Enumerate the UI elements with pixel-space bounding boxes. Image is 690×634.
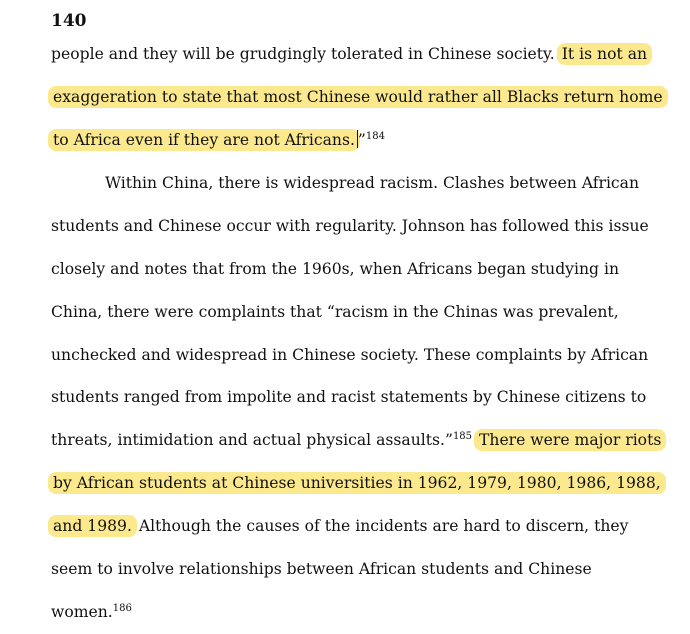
- highlighted-text[interactable]: and 1989.: [48, 515, 137, 537]
- text-line: [51, 591, 666, 634]
- text-line: [51, 33, 666, 76]
- footnote-ref[interactable]: 184: [365, 130, 385, 142]
- text-line: closely and notes that from the 1960s, when Africans began studying in: [51, 259, 619, 278]
- footnote-ref[interactable]: 185: [452, 431, 473, 443]
- text-span: women.: [51, 602, 113, 621]
- footnote-ref[interactable]: 186: [112, 602, 132, 614]
- text-line: [51, 462, 666, 505]
- highlighted-text[interactable]: There were major riots: [474, 429, 666, 451]
- highlighted-text[interactable]: by African students at Chinese universities in 1962, 1979, 1980, 1986, 1988,: [48, 472, 666, 494]
- text-line: students and Chinese occur with regularity. Johnson has followed this issue: [51, 216, 649, 235]
- text-line: China, there were complaints that “racism in the Chinas was prevalent,: [51, 302, 619, 321]
- text-line: students ranged from impolite and racist statements by Chinese citizens to: [51, 388, 647, 407]
- paragraph-2: [51, 162, 666, 634]
- page-number: 140: [51, 11, 87, 31]
- highlighted-text[interactable]: to Africa even if they are not Africans.: [48, 129, 360, 151]
- text-line: [51, 76, 666, 119]
- closing-quote: ”: [357, 130, 366, 149]
- text-line: [51, 419, 666, 462]
- text-span: threats, intimidation and actual physical assaults.”: [51, 431, 453, 450]
- text-line: Within China, there is widespread racism. Clashes between African: [105, 174, 640, 192]
- text-line: unchecked and widespread in Chinese society. These complaints by African: [51, 345, 649, 364]
- paragraph-1: [51, 33, 666, 162]
- text-span: people and they will be grudgingly tolerated in Chinese society.: [51, 45, 555, 63]
- text-span: Although the causes of the incidents are hard to discern, they: [138, 517, 629, 536]
- highlighted-text[interactable]: exaggeration to state that most Chinese would rather all Blacks return home: [48, 86, 668, 108]
- text-line: [51, 119, 666, 162]
- text-line: [51, 505, 666, 548]
- text-line: seem to involve relationships between African students and Chinese: [51, 560, 592, 579]
- highlighted-text[interactable]: It is not an: [557, 43, 652, 65]
